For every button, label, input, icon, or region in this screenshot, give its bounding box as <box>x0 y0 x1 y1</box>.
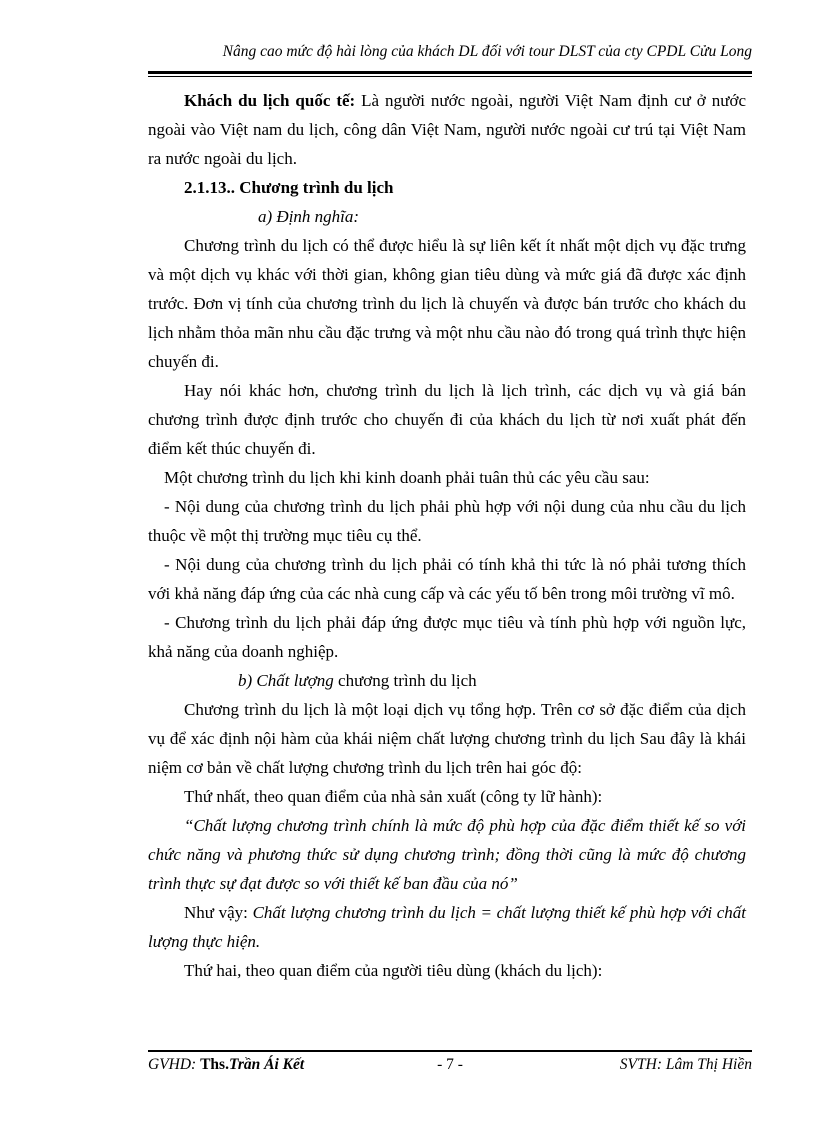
paragraph-consumer-view: Thứ hai, theo quan điểm của người tiêu dùng (khách du lịch): <box>184 961 603 980</box>
requirement-item: - Nội dung của chương trình du lịch phải có tính khả thi tức là nó phải tương thích với khả năng đáp ứng của các nhà cung cấp và các yếu tố bên trong môi trường vĩ mô. <box>148 555 746 603</box>
page-body <box>148 86 746 985</box>
term-international-tourist: Khách du lịch quốc tế: <box>184 91 356 110</box>
header-rule <box>148 71 752 74</box>
quote-text: “Chất lượng chương trình chính là mức độ phù hợp của đặc điểm thiết kế so với chức năng và phương thức sử dụng chương trình; đồng thời cũng là mức độ chương trình thực sự đạt được so với thiết kế ban đầu của nó” <box>148 816 746 893</box>
header-rule-thin <box>148 76 752 77</box>
paragraph-restatement: Hay nói khác hơn, chương trình du lịch là lịch trình, các dịch vụ và giá bán chương trình được định trước cho chuyến đi của khách du lịch từ nơi xuất phát đến điểm kết thúc chuyến đi. <box>148 381 746 458</box>
formula-lead: Như vậy: <box>184 903 253 922</box>
paragraph-producer-view: Thứ nhất, theo quan điểm của nhà sản xuất (công ty lữ hành): <box>184 787 603 806</box>
footer-student: SVTH: Lâm Thị Hiền <box>619 1056 752 1073</box>
footer-supervisor-label: GVHD: <box>148 1056 201 1073</box>
requirement-item: - Chương trình du lịch phải đáp ứng được mục tiêu và tính phù hợp với nguồn lực, khả năng của doanh nghiệp. <box>148 613 746 661</box>
paragraph-definition: Chương trình du lịch có thể được hiểu là sự liên kết ít nhất một dịch vụ đặc trưng và một dịch vụ khác với thời gian, không gian tiêu dùng và mức giá đã được xác định trước. Đơn vị tính của chương trình du lịch là chuyến và được bán trước cho khách du lịch nhằm thỏa mãn nhu cầu đặc trưng và một nhu cầu nào đó trong quá trình thực hiện chuyến đi. <box>148 236 746 371</box>
footer-rule <box>148 1050 752 1052</box>
subheading-quality-rest: chương trình du lịch <box>333 671 477 690</box>
running-header: Nâng cao mức độ hài lòng của khách DL đối với tour DLST của cty CPDL Cửu Long <box>222 43 752 60</box>
section-heading: 2.1.13.. Chương trình du lịch <box>184 178 394 197</box>
paragraph-international-tourist <box>148 86 746 173</box>
paragraph-formula <box>148 898 746 956</box>
quote-producer-definition <box>148 811 746 898</box>
requirement-item: - Nội dung của chương trình du lịch phải phù hợp với nội dung của nhu cầu du lịch thuộc về một thị trường mục tiêu cụ thể. <box>148 497 746 545</box>
definition-text: Là người nước ngoài, người Việt Nam định cư ở nước ngoài vào Việt nam du lịch, công dân Việt Nam, người nước ngoài cư trú tại Việt Nam ra nước ngoài du lịch. <box>148 91 747 168</box>
paragraph-requirements-intro: Một chương trình du lịch khi kinh doanh phải tuân thủ các yêu cầu sau: <box>164 468 650 487</box>
subheading-quality <box>148 666 746 695</box>
page-number: - 7 - <box>437 1056 463 1073</box>
footer-supervisor-name: Trần Ái Kết <box>228 1056 305 1073</box>
formula-text: Chất lượng chương trình du lịch = chất lượng thiết kế phù hợp với chất lượng thực hiện. <box>148 903 746 951</box>
subheading-quality-italic: b) Chất lượng <box>238 671 334 690</box>
subheading-definition: a) Định nghĩa: <box>258 207 360 226</box>
footer-supervisor-title: Ths. <box>200 1056 229 1073</box>
paragraph-quality-overview: Chương trình du lịch là một loại dịch vụ tổng hợp. Trên cơ sở đặc điểm của dịch vụ để xác định nội hàm của khái niệm chất lượng chương trình du lịch Sau đây là khái niệm cơ bản về chất lượng chương trình du lịch trên hai góc độ: <box>148 700 746 777</box>
